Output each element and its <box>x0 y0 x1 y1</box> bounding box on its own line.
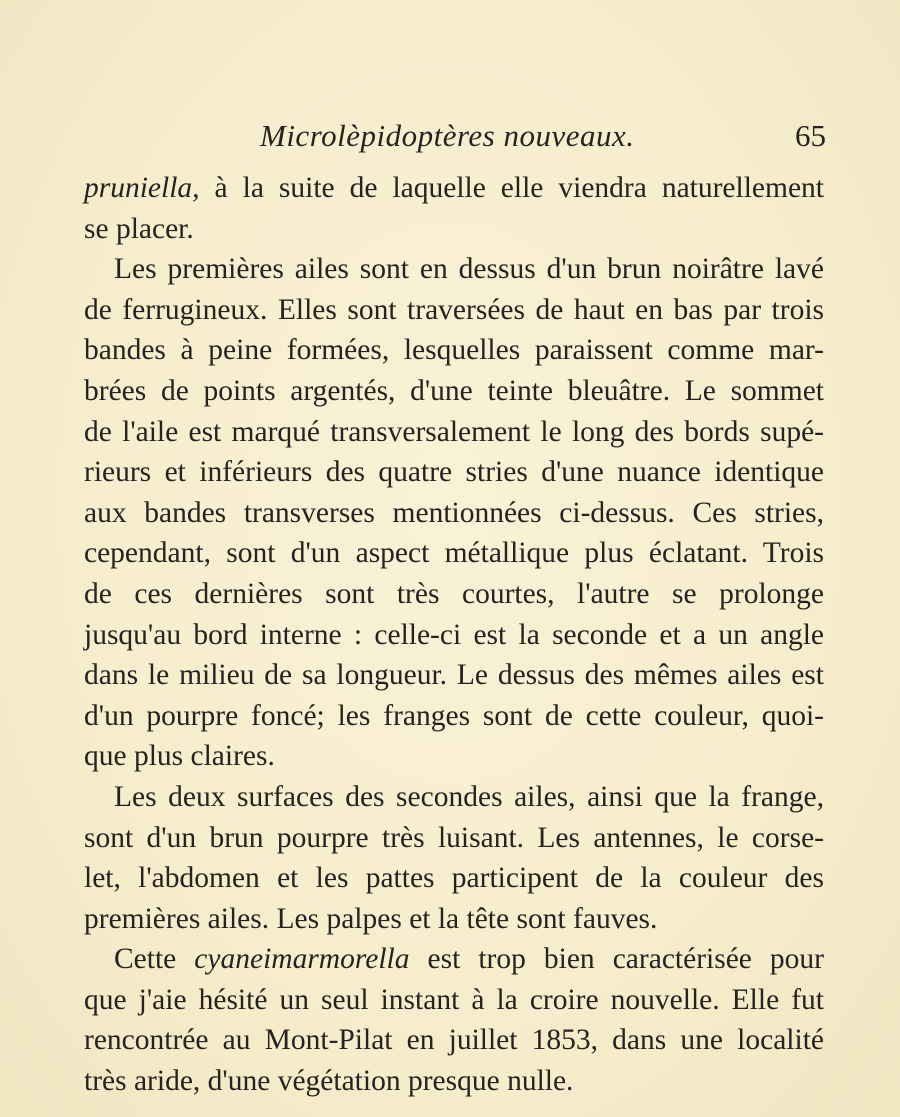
text-line <box>84 452 824 493</box>
text-segment: let, l'abdomen et les pattes participent de la couleur des <box>84 862 824 895</box>
running-title: Microlèpidoptères nouveaux. <box>260 118 635 153</box>
text-segment: que j'aie hésité un seul instant à la croire nouvelle. Elle fut <box>84 983 824 1016</box>
text-line <box>84 209 824 250</box>
text-segment: se placer. <box>84 212 194 245</box>
text-line <box>84 858 824 899</box>
text-line <box>84 330 824 371</box>
text-segment: bandes à peine formées, lesquelles paraissent comme mar- <box>84 334 824 367</box>
text-segment: jusqu'au bord interne : celle-ci est la seconde et a un angle <box>84 618 824 651</box>
text-segment-italic: pruniella, <box>84 172 200 204</box>
text-segment: que plus claires. <box>84 740 275 773</box>
text-segment: rencontrée au Mont-Pilat en juillet 1853, dans une localité <box>84 1024 824 1057</box>
body-text <box>84 168 824 1102</box>
text-segment: est trop bien caractérisée pour <box>409 943 824 976</box>
text-line <box>84 939 824 980</box>
text-segment: de ferrugineux. Elles sont traversées de haut en bas par trois <box>84 293 824 326</box>
text-segment: Les premières ailes sont en dessus d'un brun noirâtre lavé <box>114 253 824 286</box>
text-line <box>84 249 824 290</box>
text-segment: de l'aile est marqué transversalement le long des bords supé- <box>84 415 824 448</box>
text-line <box>84 168 824 209</box>
text-line <box>84 980 824 1021</box>
text-line <box>84 574 824 615</box>
text-line <box>84 899 824 940</box>
text-line <box>84 493 824 534</box>
text-segment: aux bandes transverses mentionnées ci-dessus. Ces stries, <box>84 496 824 529</box>
text-line <box>84 736 824 777</box>
text-segment: dans le milieu de sa longueur. Le dessus des mêmes ailes est <box>84 659 824 692</box>
text-line <box>84 777 824 818</box>
text-segment: à la suite de laquelle elle viendra naturellement <box>199 172 824 204</box>
text-line <box>84 615 824 656</box>
text-line <box>84 290 824 331</box>
text-line <box>84 412 824 453</box>
text-segment: Cette <box>114 943 195 976</box>
text-line <box>84 696 824 737</box>
text-segment: très aride, d'une végétation presque nulle. <box>84 1065 574 1098</box>
text-segment: sont d'un brun pourpre très luisant. Les antennes, le corse- <box>84 821 824 854</box>
page-header <box>86 118 826 158</box>
text-segment: rieurs et inférieurs des quatre stries d'une nuance identique <box>84 456 824 489</box>
page-number: 65 <box>795 118 826 153</box>
text-line <box>84 371 824 412</box>
text-line <box>84 818 824 859</box>
text-line <box>84 1061 824 1102</box>
text-line <box>84 533 824 574</box>
text-segment-italic: cyaneimarmorella <box>194 943 410 976</box>
text-segment: Les deux surfaces des secondes ailes, ainsi que la frange, <box>114 780 824 813</box>
text-segment: cependant, sont d'un aspect métallique plus éclatant. Trois <box>84 537 824 570</box>
text-line <box>84 655 824 696</box>
text-segment: de ces dernières sont très courtes, l'autre se prolonge <box>84 577 824 610</box>
text-segment: premières ailes. Les palpes et la tête sont fauves. <box>84 902 658 935</box>
text-segment: brées de points argentés, d'une teinte bleuâtre. Le sommet <box>84 374 824 407</box>
text-segment: d'un pourpre foncé; les franges sont de cette couleur, quoi- <box>84 699 824 732</box>
text-line <box>84 1020 824 1061</box>
